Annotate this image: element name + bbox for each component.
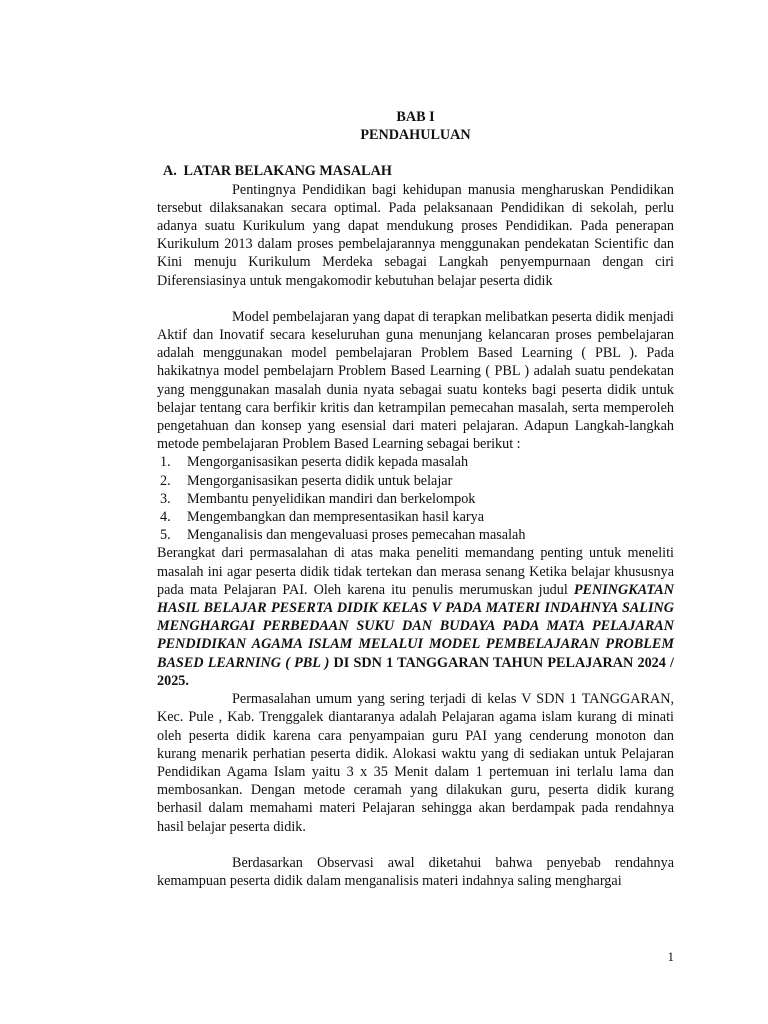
list-item-text: Mengorganisasikan peserta didik untuk belajar [187, 472, 453, 489]
list-item-text: Mengembangkan dan mempresentasikan hasil karya [187, 509, 485, 526]
chapter-title: PENDAHULUAN [360, 127, 471, 144]
list-item-text: Menganalisis dan mengevaluasi proses pemecahan masalah [187, 527, 526, 544]
page-number: 1 [667, 949, 674, 964]
list-item-number: 3. [160, 490, 171, 507]
section-title: LATAR BELAKANG MASALAH [183, 163, 392, 180]
chapter-number: BAB I [396, 109, 435, 125]
list-item-number: 1. [160, 454, 171, 471]
section-heading [163, 162, 674, 180]
paragraph-3-intro: Berangkat dari permasalahan di atas maka peneliti memandang penting untuk meneliti masalah ini agar peserta didik tidak tertekan dan merasa senang Ketika belajar khususnya pada mata Pelajaran PAI. Oleh karena itu penulis merumuskan judul [157, 545, 674, 598]
list-item-number: 4. [160, 509, 171, 526]
paragraph-1: Pentingnya Pendidikan bagi kehidupan manusia mengharuskan Pendidikan tersebut dilaksanakan secara optimal. Pada pelaksanaan Pendidikan di sekolah, perlu adanya suatu Kurikulum yang dapat mendukung proses Pendidikan. Pada penerapan Kurikulum 2013 dalam proses pembelajarannya menggunakan pendekatan Scientific dan Kini menuju Kurikulum Merdeka sebagai Langkah penyempurnaan dengan ciri Diferensiasinya untuk mengakomodir kebutuhan belajar peserta didik [157, 181, 674, 289]
list-item-number: 5. [160, 527, 171, 544]
list-item [157, 453, 674, 471]
list-item [157, 472, 674, 490]
pbl-steps-list [157, 453, 674, 544]
paragraph-4: Permasalahan umum yang sering terjadi di kelas V SDN 1 TANGGARAN, Kec. Pule , Kab. Trenggalek diantaranya adalah Pelajaran agama islam kurang di minati oleh peserta didik karena cara penyampaian guru PAI yang cenderung monoton dan kurang menarik perhatian peserta didik. Alokasi waktu yang di sediakan untuk Pelajaran Pendidikan Agama Islam yaitu 3 x 35 Menit dalam 1 pertemuan ini terlalu lama dan membosankan. Dengan metode ceramah yang dilakukan guru, peserta didik kurang berhasil dalam memahami materi Pelajaran sehingga akan berdampak pada rendahnya hasil belajar peserta didik. [157, 691, 674, 835]
paragraph-2: Model pembelajaran yang dapat di terapkan melibatkan peserta didik menjadi Aktif dan Inovatif secara keseluruhan guna menunjang kelancaran proses pembelajaran adalah menggunakan model pembelajaran Problem Based Learning ( PBL ). Pada hakikatnya model pembelajarn Problem Based Learning ( PBL ) adalah suatu pendekatan yang menggunakan masalah dunia nyata sebagai suatu konteks bagi peserta didik untuk belajar tentang cara berfikir kritis dan ketrampilan pemecahan masalah, serta memperoleh pengetahuan dan konsep yang esensial dari materi pelajaran. Adapun Langkah-langkah metode pembelajaran Problem Based Learning sebagai berikut : [157, 308, 674, 453]
list-item-text: Mengorganisasikan peserta didik kepada masalah [187, 454, 469, 471]
list-item [157, 490, 674, 508]
list-item-number: 2. [160, 472, 171, 489]
section-letter: A. [163, 163, 177, 180]
list-item-text: Membantu penyelidikan mandiri dan berkelompok [187, 490, 476, 507]
list-item [157, 508, 674, 526]
paragraph-5: Berdasarkan Observasi awal diketahui bahwa penyebab rendahnya kemampuan peserta didik dalam menganalisis materi indahnya saling menghargai [157, 854, 674, 889]
research-title-location: DI SDN 1 TANGGARAN TAHUN PELAJARAN 2024 / 2025. [157, 654, 674, 689]
research-title: PENINGKATAN HASIL BELAJAR PESERTA DIDIK KELAS V PADA MATERI INDAHNYA SALING MENGHARGAI PERBEDAAN SUKU DAN BUDAYA PADA MATA PELAJARAN PENDIDIKAN AGAMA ISLAM MELALUI MODEL PEMBELAJARAN PROBLEM BASED LEARNING ( PBL ) [157, 581, 674, 671]
list-item [157, 526, 674, 544]
paragraph-3 [157, 544, 674, 690]
